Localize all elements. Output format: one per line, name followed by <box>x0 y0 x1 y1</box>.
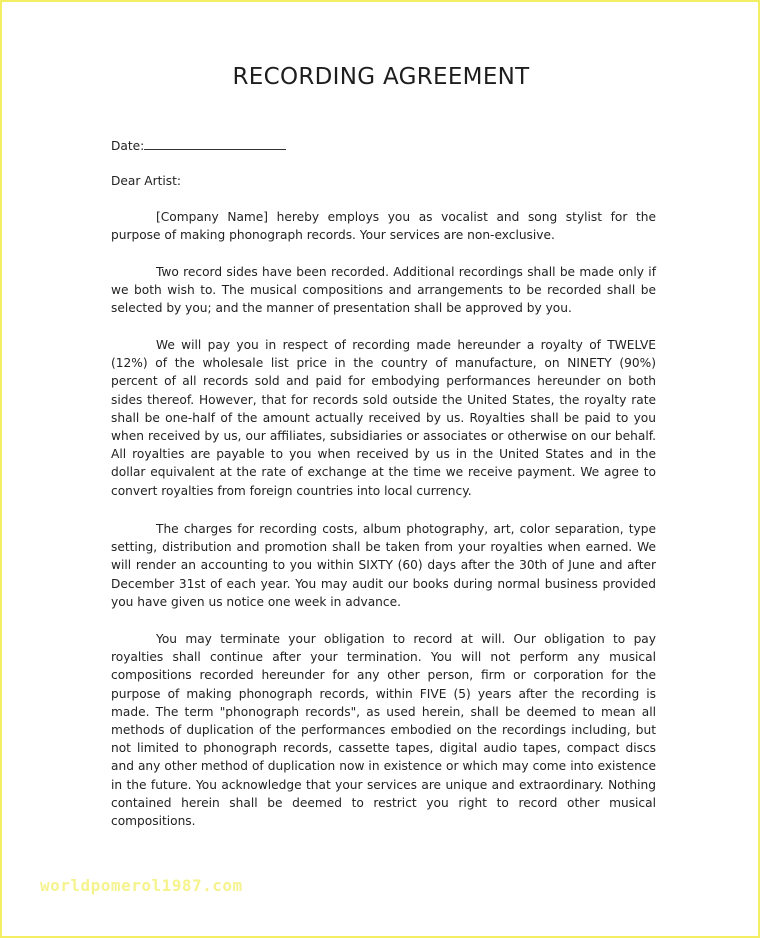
salutation: Dear Artist: <box>111 174 181 188</box>
paragraph-recordings: Two record sides have been recorded. Additional recordings shall be made only if we both wish to. The musical compositions and arrangements to be recorded shall be selected by you; and the manner of presentation shall be approved by you. <box>111 265 656 316</box>
watermark: worldpomerol1987.com <box>40 876 243 895</box>
paragraph-royalties: We will pay you in respect of recording made hereunder a royalty of TWELVE (12%) of the wholesale list price in the country of manufacture, on NINETY (90%) percent of all records sold and paid for embodying performances hereunder on both sides thereof. However, that for records sold outside the United States, the royalty rate shall be one-half of the amount actually received by us. Royalties shall be paid to you when received by us, our affiliates, subsidiaries or associates or otherwise on our behalf. All royalties are payable to you when received by us in the United States and in the dollar equivalent at the rate of exchange at the time we receive payment. We agree to convert royalties from foreign countries into local currency. <box>111 338 656 498</box>
paragraph-termination: You may terminate your obligation to record at will. Our obligation to pay royalties shall continue after your termination. You will not perform any musical compositions recorded hereunder for any other person, firm or corporation for the purpose of making phonograph records, within FIVE (5) years after the recording is made. The term "phonograph records", as used herein, shall be deemed to mean all methods of duplication of the performances embodied on the recordings including, but not limited to phonograph records, cassette tapes, digital audio tapes, compact discs and any other method of duplication now in existence or which may come into existence in the future. You acknowledge that your services are unique and extraordinary. Nothing contained herein shall be deemed to restrict you right to record other musical compositions. <box>111 632 656 829</box>
paragraph-charges: The charges for recording costs, album photography, art, color separation, type setting, distribution and promotion shall be taken from your royalties when earned. We will render an accounting to you within SIXTY (60) days after the 30th of June and after December 31st of each year. You may audit our books during normal business provided you have given us notice one week in advance. <box>111 522 656 609</box>
date-field <box>111 136 286 155</box>
date-blank-line[interactable] <box>144 136 286 150</box>
document-title: RECORDING AGREEMENT <box>232 64 530 90</box>
paragraph-employment: [Company Name] hereby employs you as vocalist and song stylist for the purpose of making phonograph records. Your services are non-exclusive. <box>111 210 656 243</box>
date-label: Date: <box>111 139 145 153</box>
